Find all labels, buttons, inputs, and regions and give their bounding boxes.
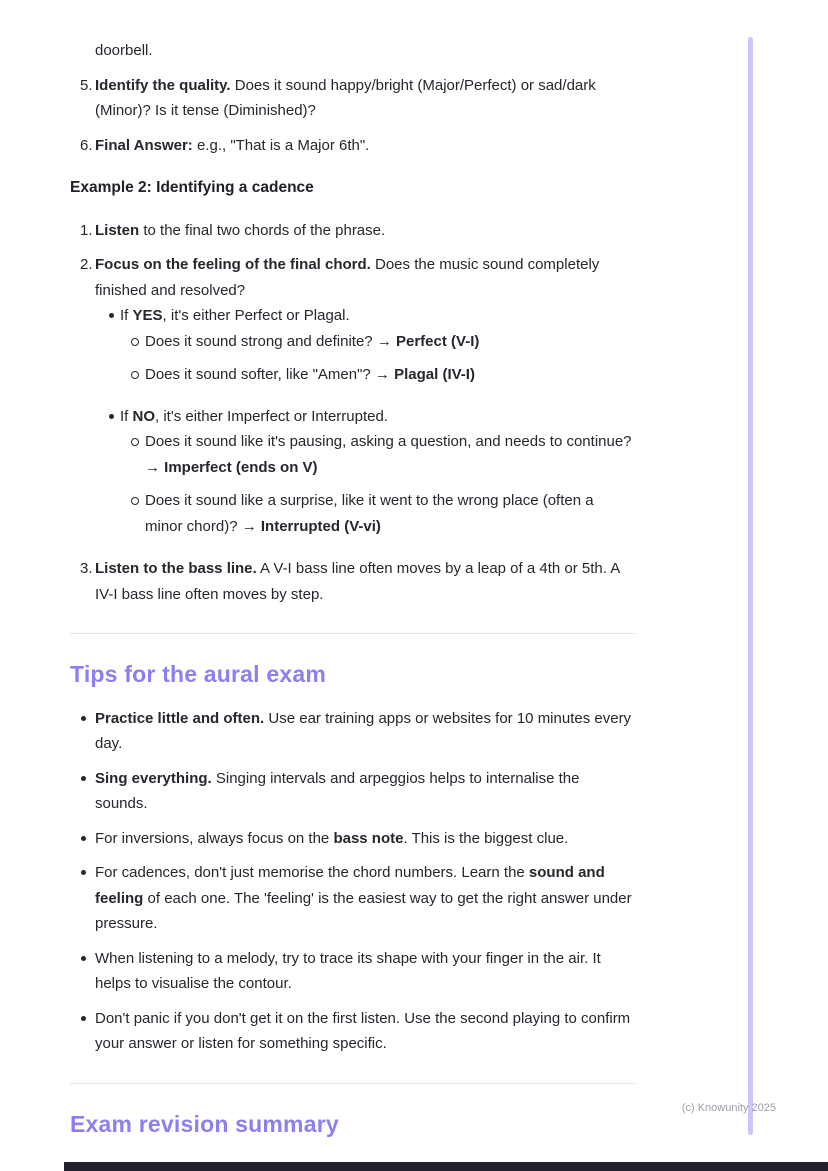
numbered-item-5 [70,73,635,124]
sub-sub-list [130,429,635,547]
list-row [108,303,635,329]
next-page-edge [64,1162,828,1171]
list-row [130,329,635,355]
tip-item [70,706,635,757]
tip-item [70,860,635,937]
list-row [70,946,635,997]
circle-item-plagal [130,362,635,388]
bullet-marker [108,303,120,318]
list-number: 1. [80,221,93,239]
bullet-marker [70,706,95,721]
sub-list [108,303,635,547]
numbered-item-2 [70,252,635,547]
list-row [70,766,635,817]
list-text: Sing everything. Singing intervals and arpeggios helps to internalise the sounds. [95,769,580,812]
list-text: If YES, it's either Perfect or Plagal. [120,307,350,324]
list-row [70,252,635,303]
list-row [70,706,635,757]
divider [70,1083,635,1084]
example2-heading: Example 2: Identifying a cadence [70,179,314,196]
list-number: 3. [80,560,93,577]
footer-credit: (c) Knowunity 2025 [681,1102,776,1114]
bullet-marker [70,826,95,841]
tip-item [70,766,635,817]
list-text: For cadences, don't just memorise the chord numbers. Learn the sound and feeling of each one. The 'feeling' is the easiest way to get the right answer under pressure. [95,864,632,932]
list-text: Practice little and often. Use ear training apps or websites for 10 minutes every day. [95,709,632,752]
circle-item-imperfect [130,429,635,480]
bullet-item-yes [108,303,635,396]
circle-marker [130,362,145,379]
bullet-marker [70,1006,95,1021]
list-text: Don't panic if you don't get it on the first listen. Use the second playing to confirm your answer or listen for something specific. [95,1009,631,1052]
list-text: When listening to a melody, try to trace its shape with your finger in the air. It helps to visualise the contour. [95,949,601,992]
bullet-item-no [108,404,635,548]
numbered-item-3 [70,556,635,607]
document-content [70,38,635,1155]
list-text: Listen to the bass line. A V-I bass line often moves by a leap of a 4th or 5th. A IV-I bass line often moves by step. [95,560,620,603]
list-row [70,826,635,852]
list-text: Identify the quality. Does it sound happy/bright (Major/Perfect) or sad/dark (Minor)? Is it tense (Diminished)? [95,76,596,119]
numbered-item-1 [70,218,635,244]
list-row [70,556,635,607]
bullet-marker [108,404,120,419]
circle-marker [130,488,145,505]
bullet-marker [70,766,95,781]
circle-marker [130,329,145,346]
list-text: Does it sound like it's pausing, asking a question, and needs to continue? → Imperfect (ends on V) [145,433,632,476]
paragraph-continuation: doorbell. [95,42,153,59]
page-edge-rail [748,37,753,1135]
tip-item [70,826,635,852]
list-text: Final Answer: e.g., "That is a Major 6th". [95,136,370,154]
summary-heading: Exam revision summary [70,1110,339,1137]
bullet-marker [70,860,95,875]
list-row [130,429,635,480]
list-row [130,488,635,539]
list-text: Focus on the feeling of the final chord. Does the music sound completely finished and resolved? [95,256,600,299]
list-row [70,1006,635,1057]
tips-heading: Tips for the aural exam [70,661,326,687]
sub-sub-list [130,329,635,396]
list-text: For inversions, always focus on the bass note. This is the biggest clue. [95,829,569,847]
list-row [108,404,635,430]
list-number: 2. [80,256,93,273]
circle-item-interrupted [130,488,635,539]
list-text: Does it sound like a surprise, like it went to the wrong place (often a minor chord)? → Interrupted (V-vi) [145,492,594,535]
list-text: Listen to the final two chords of the phrase. [95,221,386,239]
list-text: If NO, it's either Imperfect or Interrupted. [120,407,388,425]
tip-item [70,946,635,997]
tip-item [70,1006,635,1057]
list-text: Does it sound strong and definite? → Perfect (V-I) [145,332,480,350]
list-text: Does it sound softer, like "Amen"? → Plagal (IV-I) [145,366,475,383]
bullet-marker [70,946,95,961]
circle-item-perfect [130,329,635,355]
list-row [70,218,635,244]
list-row [130,362,635,388]
list-row [70,860,635,937]
list-number: 5. [80,76,93,94]
numbered-item-6 [70,133,635,159]
list-row [70,133,635,159]
divider [70,633,635,634]
list-number: 6. [80,136,93,154]
list-row [70,73,635,124]
circle-marker [130,429,145,446]
